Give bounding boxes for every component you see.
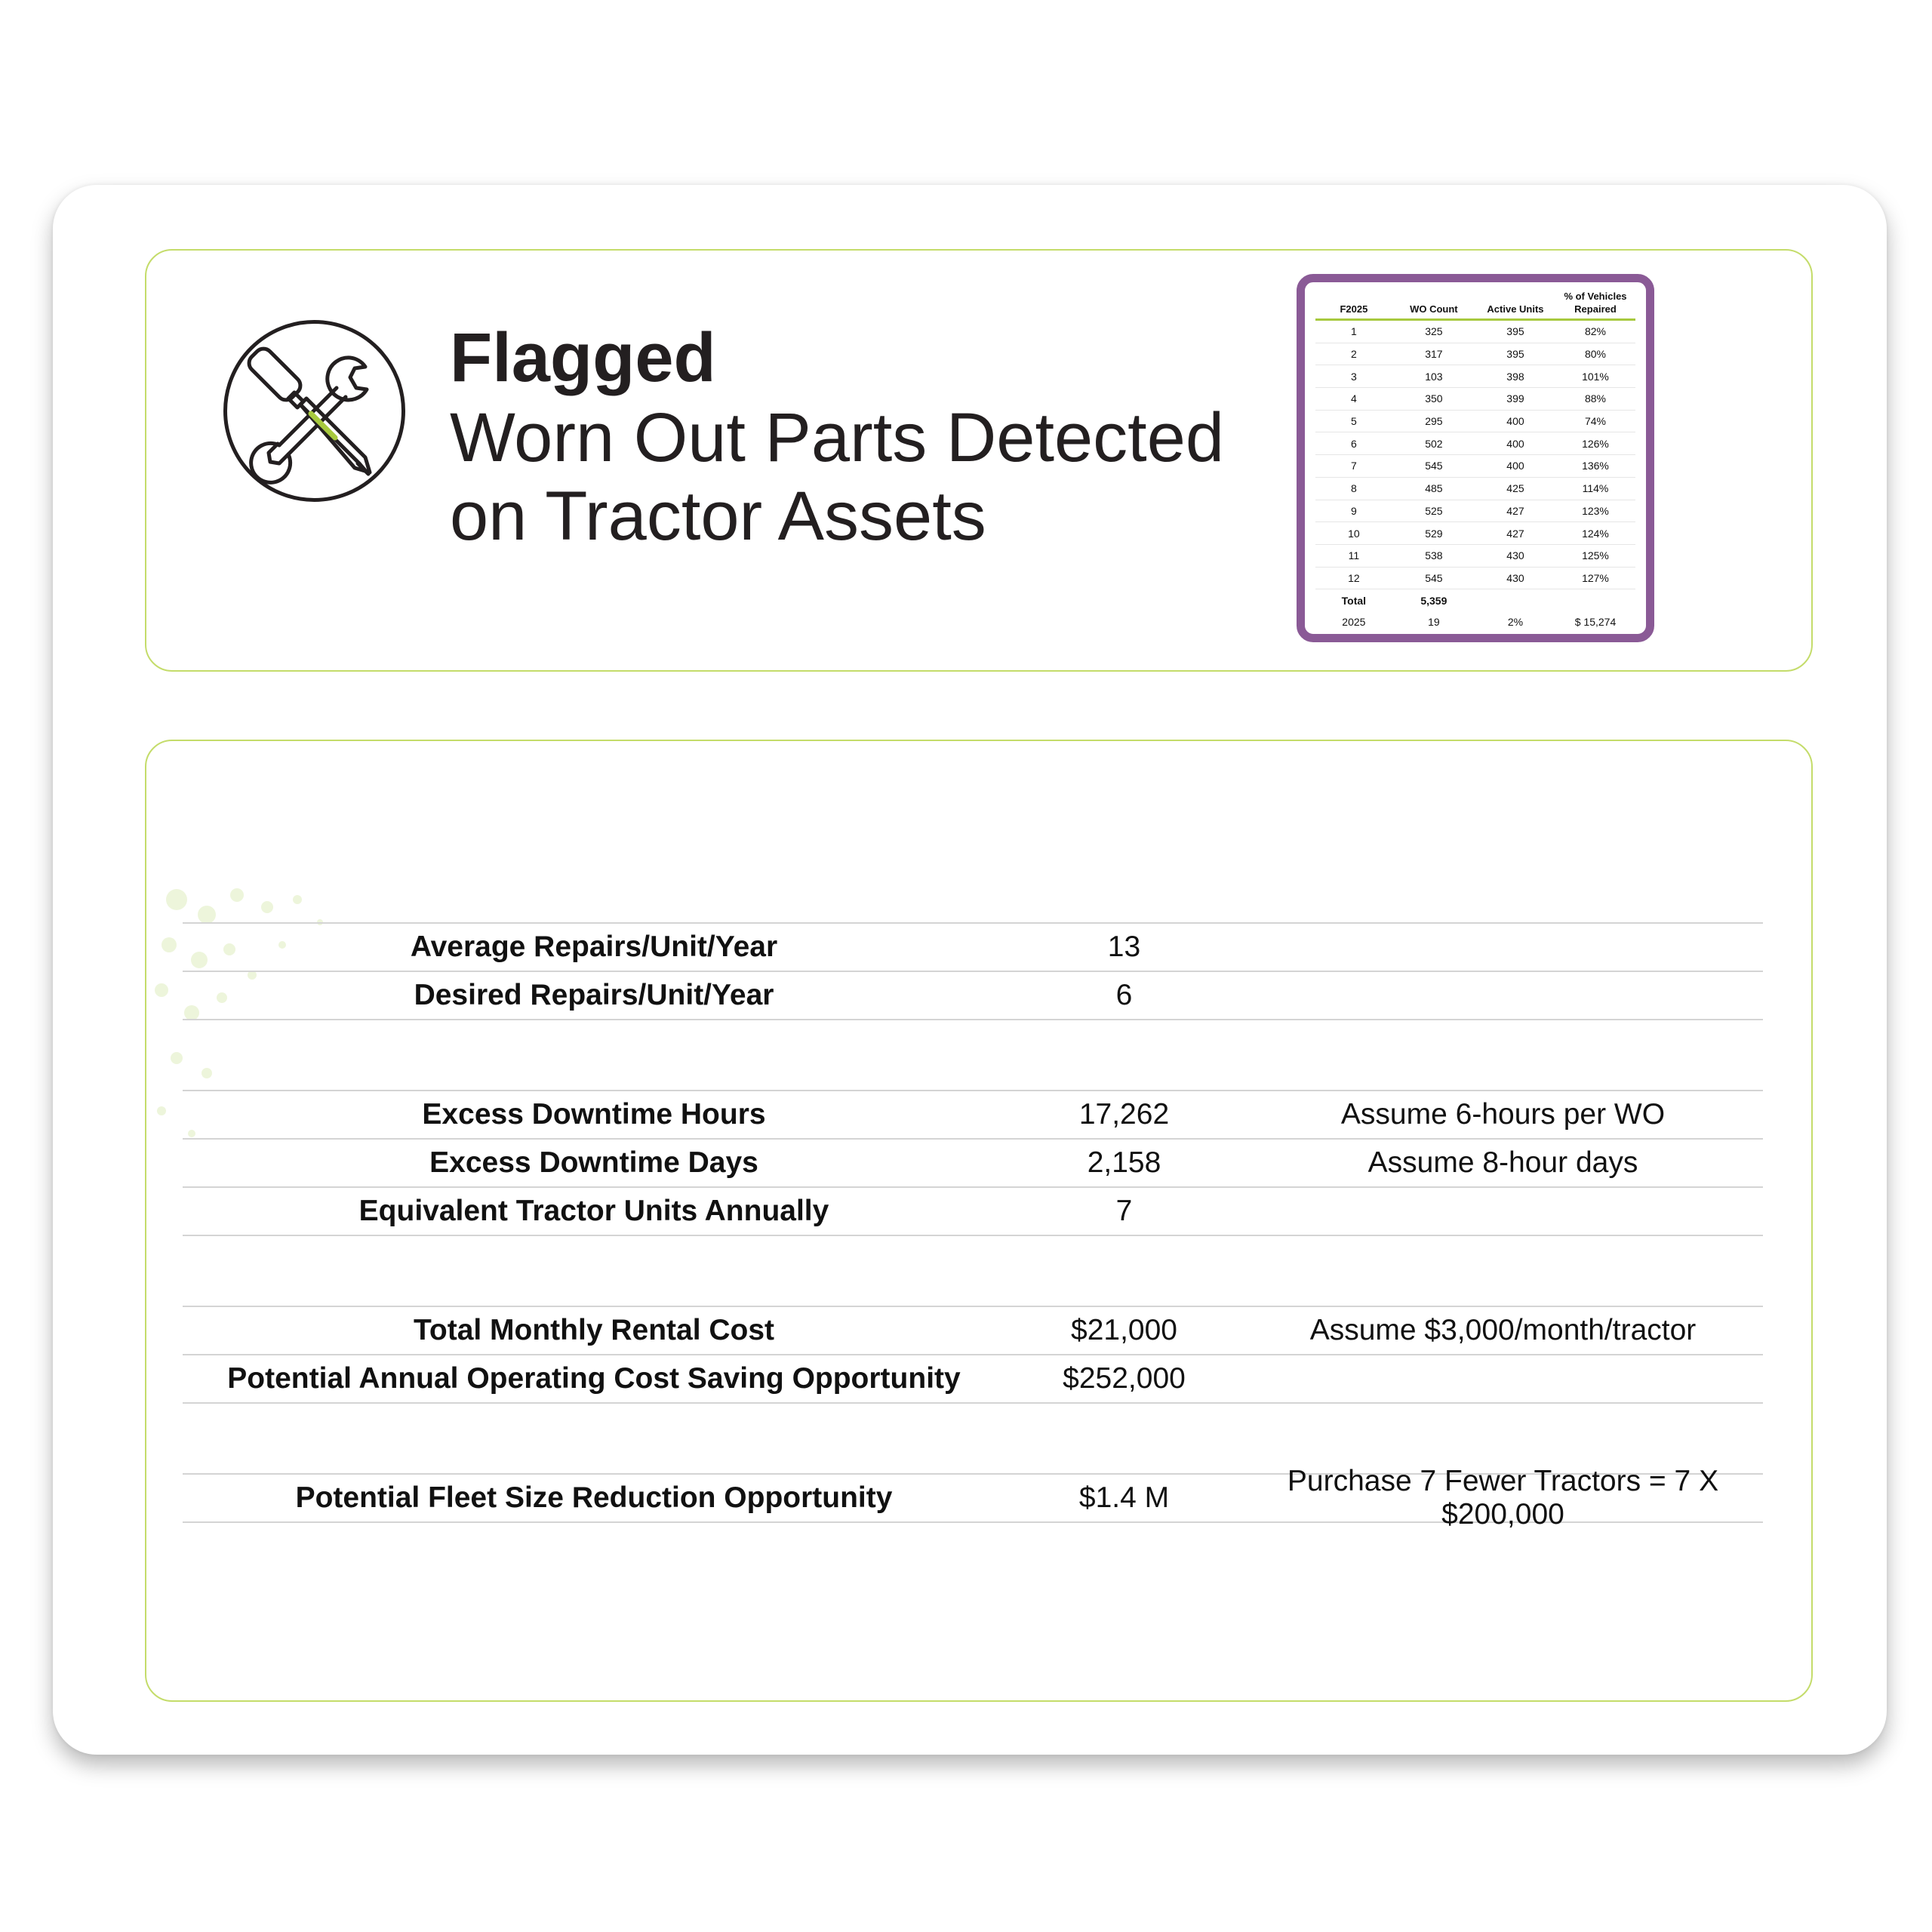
table-cell: 430 [1475, 544, 1555, 567]
col-header-active-units: Active Units [1475, 303, 1555, 320]
table-cell: 502 [1392, 432, 1475, 455]
table-cell: 525 [1392, 500, 1475, 522]
table-cell: 538 [1392, 544, 1475, 567]
table-cell [1475, 589, 1555, 611]
spacer-row [183, 1020, 1763, 1091]
table-cell: 11 [1315, 544, 1392, 567]
table-cell: 400 [1475, 455, 1555, 478]
table-cell: 399 [1475, 388, 1555, 411]
table-row [1315, 320, 1635, 343]
table-cell [1555, 589, 1635, 611]
metrics-panel [145, 740, 1813, 1702]
table-row [1315, 455, 1635, 478]
headline [450, 317, 1280, 555]
table-row [1315, 388, 1635, 411]
table-cell: 2% [1507, 616, 1524, 629]
col-header-f2025: F2025 [1315, 303, 1392, 320]
col-header-wo-count: WO Count [1392, 303, 1475, 320]
subtitle-line-1: Worn Out Parts Detected [450, 399, 1225, 476]
table-cell: 395 [1475, 320, 1555, 343]
table-cell: 2 [1315, 343, 1392, 365]
table-cell: 5 [1315, 410, 1392, 432]
table-cell: 400 [1475, 432, 1555, 455]
table-cell: 545 [1392, 567, 1475, 589]
table-cell: 88% [1555, 388, 1635, 411]
table-cell: 545 [1392, 455, 1475, 478]
table-cell: 1 [1315, 320, 1392, 343]
table-cell: 74% [1555, 410, 1635, 432]
table-row [1315, 432, 1635, 455]
table-cell: Total [1341, 594, 1367, 607]
table-cell: 3 [1315, 365, 1392, 388]
table-cell: 427 [1475, 522, 1555, 545]
table-cell: 2025 [1342, 616, 1366, 629]
table-cell: 125% [1555, 544, 1635, 567]
metric-row-fleet-reduction: Potential Fleet Size Reduction Opportunity $1.4 M Purchase 7 Fewer Tractors = 7 X $200,000 [183, 1475, 1763, 1523]
metric-row-equivalent-units: Equivalent Tractor Units Annually 7 [183, 1188, 1763, 1236]
table-cell: 103 [1392, 365, 1475, 388]
table-row [1315, 477, 1635, 500]
table-cell: 7 [1315, 455, 1392, 478]
table-cell: 126% [1555, 432, 1635, 455]
table-cell: 8 [1315, 477, 1392, 500]
table-cell: 124% [1555, 522, 1635, 545]
table-row [1315, 410, 1635, 432]
table-row [1315, 522, 1635, 545]
table-cell: 425 [1475, 477, 1555, 500]
tools-icon [222, 318, 407, 503]
col-header-repaired: Repaired [1555, 303, 1635, 320]
metric-row-monthly-rental: Total Monthly Rental Cost $21,000 Assume $3,000/month/tractor [183, 1307, 1763, 1355]
main-card [53, 185, 1887, 1755]
table-cell: 10 [1315, 522, 1392, 545]
flag-title: Flagged [450, 319, 716, 396]
table-row [1315, 343, 1635, 365]
metric-row-average-repairs: Average Repairs/Unit/Year 13 [183, 922, 1763, 972]
table-cell: 6 [1315, 432, 1392, 455]
table-cell: 80% [1555, 343, 1635, 365]
header-top-repaired: % of Vehicles [1564, 291, 1627, 302]
table-cell: 123% [1555, 500, 1635, 522]
work-order-table [1315, 290, 1635, 633]
table-cell: 317 [1392, 343, 1475, 365]
table-row [1315, 544, 1635, 567]
table-cell: 19 [1428, 616, 1440, 629]
work-order-table-thumbnail [1297, 274, 1654, 642]
spacer-row [183, 1236, 1763, 1307]
table-row [1315, 365, 1635, 388]
table-cell: 398 [1475, 365, 1555, 388]
metric-row-desired-repairs: Desired Repairs/Unit/Year 6 [183, 972, 1763, 1020]
table-cell: 127% [1555, 567, 1635, 589]
table-row-2025 [1315, 611, 1635, 633]
table-cell: 395 [1475, 343, 1555, 365]
table-row [1315, 500, 1635, 522]
table-cell: 5,359 [1420, 594, 1447, 607]
table-row [1315, 567, 1635, 589]
work-order-table-body [1315, 320, 1635, 633]
metric-row-excess-hours: Excess Downtime Hours 17,262 Assume 6-hours per WO [183, 1091, 1763, 1140]
table-cell: 82% [1555, 320, 1635, 343]
table-cell: 350 [1392, 388, 1475, 411]
table-cell: 430 [1475, 567, 1555, 589]
table-cell: 9 [1315, 500, 1392, 522]
subtitle-line-2: on Tractor Assets [450, 478, 986, 555]
table-cell: 485 [1392, 477, 1475, 500]
table-cell: 400 [1475, 410, 1555, 432]
table-cell: 114% [1555, 477, 1635, 500]
metric-row-excess-days: Excess Downtime Days 2,158 Assume 8-hour days [183, 1140, 1763, 1188]
table-cell: 12 [1315, 567, 1392, 589]
table-cell: 101% [1555, 365, 1635, 388]
cost-analysis-table [183, 922, 1763, 1531]
metric-row-annual-saving: Potential Annual Operating Cost Saving Opportunity $252,000 [183, 1355, 1763, 1404]
table-cell: 4 [1315, 388, 1392, 411]
flag-panel [145, 249, 1813, 672]
table-cell: $ 15,274 [1574, 616, 1617, 629]
table-cell: 427 [1475, 500, 1555, 522]
table-cell: 529 [1392, 522, 1475, 545]
spacer-row [183, 1404, 1763, 1475]
table-cell: 136% [1555, 455, 1635, 478]
table-cell: 325 [1392, 320, 1475, 343]
table-cell: 295 [1392, 410, 1475, 432]
table-row-total [1315, 589, 1635, 611]
